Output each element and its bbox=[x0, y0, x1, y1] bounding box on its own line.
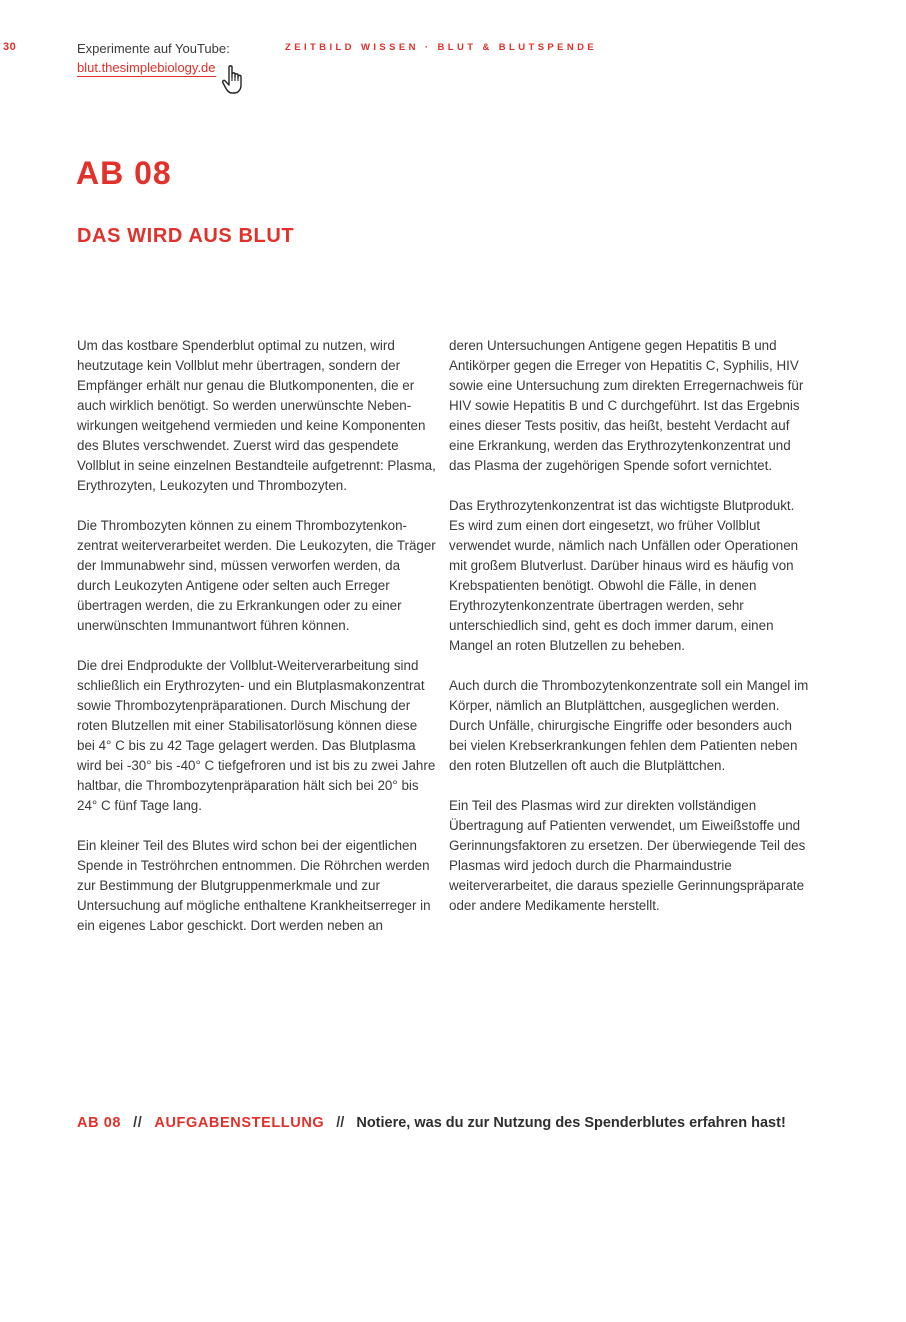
task-instruction: Notiere, was du zur Nutzung des Spenderblutes erfahren hast! bbox=[356, 1115, 786, 1131]
page-title: DAS WIRD AUS BLUT bbox=[77, 225, 295, 247]
youtube-label: Experimente auf YouTube: bbox=[77, 41, 230, 56]
task-separator: // bbox=[336, 1115, 345, 1131]
paragraph: Um das kostbare Spenderblut optimal zu nutzen, wird heutzutage kein Vollblut mehr übertragen, sondern der Empfänger erhält nur genau die Blutkomponenten, die er auch wirklich benötigt. So werden unerwünschte Nebenwirkungen weitgehend vermieden und keine Komponenten des Blutes verschwendet. Zuerst wird das gespendete Vollblut in seine einzelnen Bestandteile aufgetrennt: Plasma, Erythrozyten, Leukozyten und Thrombozyten. bbox=[77, 338, 436, 493]
running-head: ZEITBILD WISSEN · BLUT & BLUTSPENDE bbox=[285, 42, 598, 53]
worksheet-code: AB 08 bbox=[76, 155, 172, 191]
paragraph: Ein Teil des Plasmas wird zur direkten vollständigen Übertragung auf Patienten verwendet, um Eiweißstoffe und Gerinnungsfaktoren zu ersetzen. Der überwiegende Teil des Plasmas wird jedoch durch die Pharmaindustrie weiterverarbeitet, die daraus spezielle Gerinnungspräparate oder andere Medikamente herstellt. bbox=[449, 798, 806, 913]
youtube-link[interactable]: blut.thesimplebiology.de bbox=[77, 60, 216, 75]
task-line bbox=[77, 1115, 786, 1131]
paragraph: Die Thrombozyten können zu einem Thrombozytenkonzentrat weiterverarbeitet werden. Die Leukozyten, die Träger der Immunabwehr sind, müssen verworfen werden, da durch Leukozyten Antigene oder selten auch Erreger übertragen werden, die zu Erkrankungen oder zu einer unerwünschten Immunantwort führen können. bbox=[77, 518, 436, 633]
paragraph: Das Erythrozytenkonzentrat ist das wichtigste Blutprodukt. Es wird zum einen dort eingesetzt, wo früher Vollblut verwendet wurde, nämlich nach Unfällen oder Operationen mit großem Blutverlust. Darüber hinaus wird es häufig von Krebspatienten benötigt. Obwohl die Fälle, in denen Erythrozytenkonzentrate übertragen werden, sehr unterschiedlich sind, geht es doch immer darum, einen Mangel an roten Blutzellen zu beheben. bbox=[449, 498, 799, 653]
right-column bbox=[449, 336, 809, 936]
left-column bbox=[77, 336, 437, 956]
paragraph: deren Untersuchungen Antigene gegen Hepatitis B und Antikörper gegen die Erreger von Hepatitis C, Syphilis, HIV sowie eine Untersuchung zum direkten Erregernachweis für HIV sowie Hepatitis B und C durchgeführt. Ist das Ergebnis eines dieser Tests positiv, das heißt, besteht Verdacht auf eine Erkrankung, werden das Erythrozytenkonzentrat und das Plasma der zugehörigen Spende sofort vernichtet. bbox=[449, 338, 804, 473]
page-number: 30 bbox=[3, 41, 17, 53]
paragraph: Ein kleiner Teil des Blutes wird schon bei der eigentlichen Spende in Teströhrchen entnommen. Die Röhrchen werden zur Bestimmung der Blutgruppenmerkmale und zur Untersuchung auf mögliche enthaltene Krankheitserreger in ein eigenes Labor geschickt. Dort werden neben an bbox=[77, 838, 431, 933]
task-code: AB 08 bbox=[77, 1115, 122, 1131]
task-label: AUFGABENSTELLUNG bbox=[154, 1115, 325, 1131]
task-separator: // bbox=[133, 1115, 143, 1131]
youtube-block bbox=[77, 39, 230, 77]
paragraph: Die drei Endprodukte der Vollblut-Weiterverarbeitung sind schließlich ein Erythrozyten- und ein Blutplasmakonzentrat sowie Thrombozytenpräparationen. Durch Mischung der roten Blutzellen mit einer Stabilisatorlösung können diese bei 4° C bis zu 42 Tage gelagert werden. Das Blutplasma wird bei -30° bis -40° C tiefgefroren und ist bis zu zwei Jahre haltbar, die Thrombozytenpräparation hält sich bei 20° bis 24° C fünf Tage lang. bbox=[77, 658, 436, 813]
paragraph: Auch durch die Thrombozytenkonzentrate soll ein Mangel im Körper, nämlich an Blutplättchen, ausgeglichen werden. Durch Unfälle, chirurgische Eingriffe oder besonders auch bei vielen Krebserkrankungen fehlen dem Patienten neben den roten Blutzellen oft auch die Blutplättchen. bbox=[449, 678, 809, 773]
hand-pointer-icon bbox=[221, 64, 247, 96]
